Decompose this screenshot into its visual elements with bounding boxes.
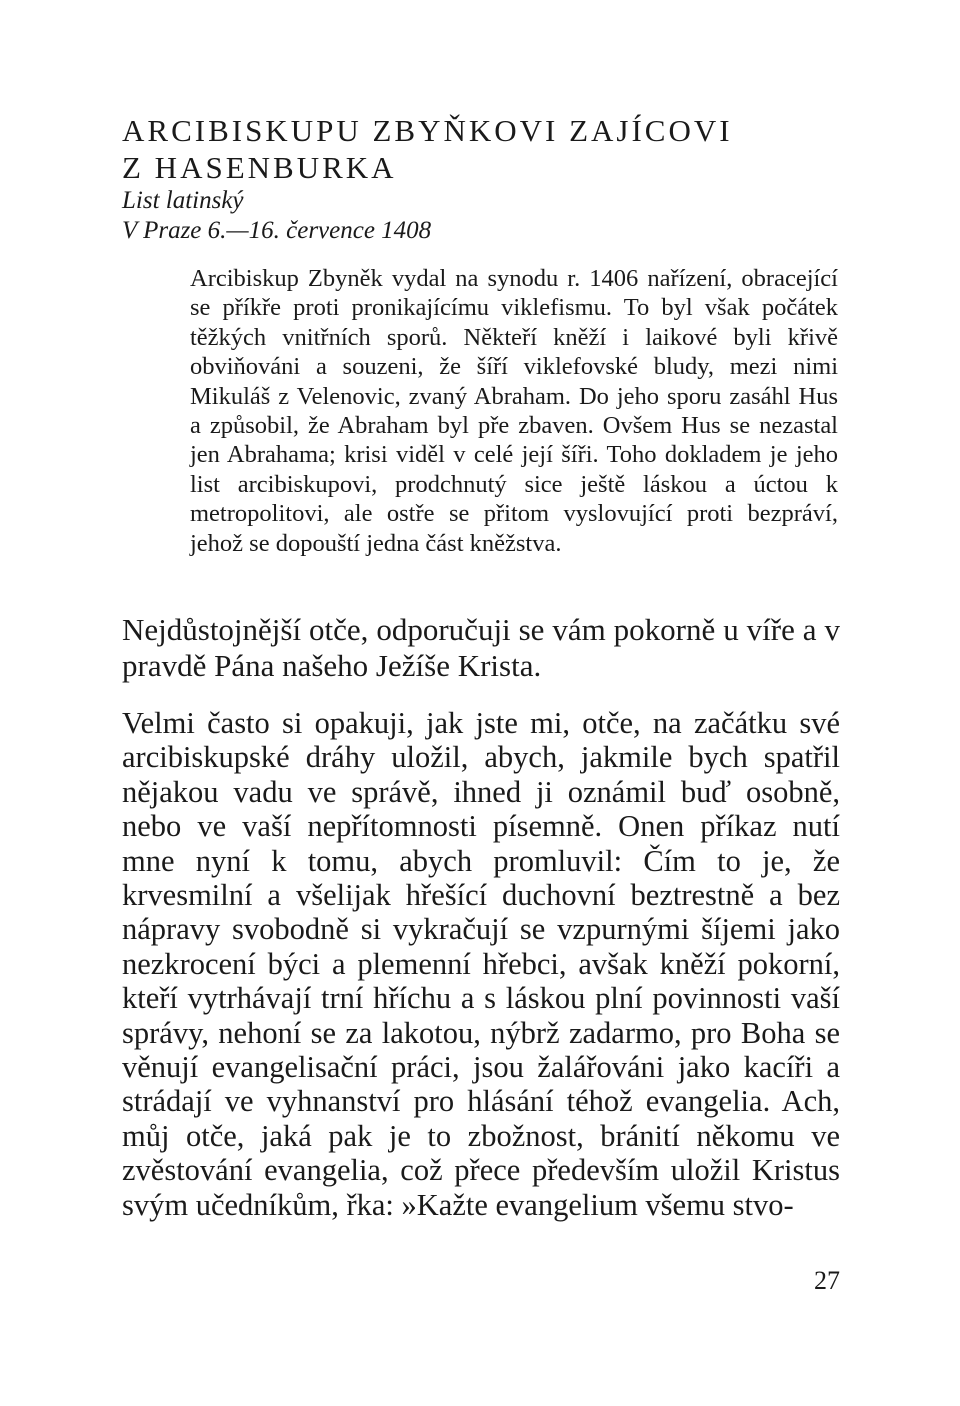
title-line-2: Z HASENBURKA xyxy=(122,150,397,185)
title-line-1: ARCIBISKUPU ZBYŇKOVI ZAJÍCOVI xyxy=(122,113,733,148)
letter-body: Velmi často si opakuji, jak jste mi, otče, na začátku své arcibiskupské dráhy uložil, abych, jakmile bych spatřil nějakou vadu ve správě, ihned ji oznámil buď osobně, nebo ve vaší nepřítomnosti písemně. Onen příkaz nutí mne nyní k tomu, abych promluvil: Čím to je, že krvesmilní a všelijak hřešící duchovní beztrestně a bez nápravy svobodně si vykračují se vzpurnými šíjemi jako nezkrocení býci a plemenní hřebci, avšak kněží pokorní, kteří vytrhávají trní hříchu a s láskou plní povinnosti vaší správy, nehoní se za lakotou, nýbrž zadarmo, pro Boha se věnují evangelisační práci, jsou žalářováni jako kacíři a strádají ve vyhnanství pro hlásání téhož evangelia. Ach, můj otče, jaká pak je to zbožnost, bránití někomu ve zvěstování evangelia, což přece především uložil Kristus svým učedníkům, řka: »Kažte evangelium všemu stvo- xyxy=(122,706,840,1222)
page-number: 27 xyxy=(814,1266,840,1295)
place-date: V Praze 6.—16. července 1408 xyxy=(122,217,432,244)
letter-type: List latinský xyxy=(122,187,244,214)
letter-greeting: Nejdůstojnější otče, odporučuji se vám pokorně u víře a v pravdě Pána našeho Ježíše Krista. xyxy=(122,612,840,683)
editorial-summary: Arcibiskup Zbyněk vydal na synodu r. 1406 nařízení, obracející se příkře proti pronikajícímu viklefismu. To byl však počátek těžkých vnitřních sporů. Někteří kněží i laikové byli křivě obviňováni a souzeni, že šíří viklefovské bludy, mezi nimi Mikuláš z Velenovic, zvaný Abraham. Do jeho sporu zasáhl Hus a způsobil, že Abraham byl pře zbaven. Ovšem Hus se nezastal jen Abrahama; krisi viděl v celé její šíři. Toho dokladem je jeho list arcibiskupovi, prodchnutý sice ještě láskou a úctou k metropolitovi, ale ostře se přitom vyslovující proti bezpráví, jehož se dopouští jedna část kněžstva. xyxy=(190,265,838,557)
letter-heading xyxy=(122,112,842,246)
